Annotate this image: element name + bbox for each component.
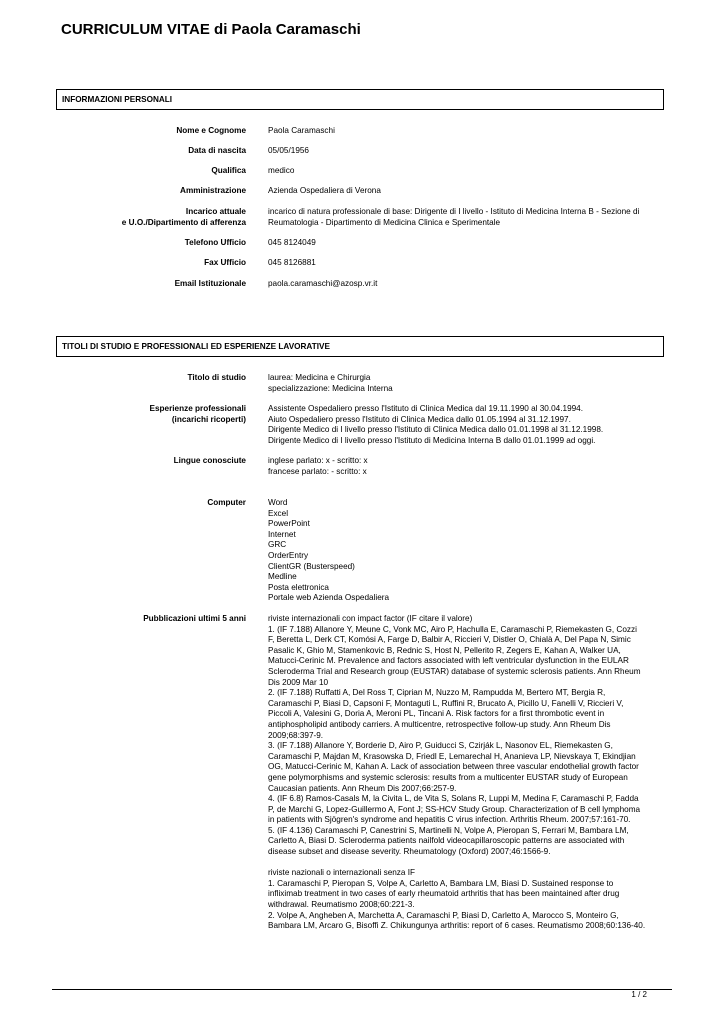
personal-label — [180, 186, 246, 197]
page-number: 1 / 2 — [631, 990, 647, 999]
titoli-value-line: 2009;68:397-9. — [268, 730, 324, 740]
titoli-value-line: 2. Volpe A, Angheben A, Marchetta A, Caramaschi P, Biasi D, Carletto A, Marocco S, Monteiro G, — [268, 910, 619, 920]
titoli-label-line: Computer — [207, 498, 246, 507]
titoli-label-line: (incarichi ricoperti) — [171, 414, 246, 424]
titoli-value-line — [268, 858, 660, 869]
personal-label-line: Data di nascita — [188, 146, 246, 155]
personal-label — [176, 126, 246, 137]
titoli-value-line: disease subset and disease severity. Rheumatology (Oxford) 2007;46:1566-9. — [268, 847, 551, 857]
personal-value — [268, 126, 660, 137]
titoli-value-line: Excel — [268, 508, 289, 518]
titoli-value — [268, 404, 660, 446]
personal-value-line: incarico di natura professionale di base: Dirigente di I livello - Istituto di Medicina Interna B - Sezione di — [268, 207, 640, 216]
titoli-value-line: Word — [268, 498, 288, 507]
titoli-label-line: Esperienze professionali — [149, 404, 246, 413]
titoli-value-line: P, de Marchi G, Lopez-Guillermo A, Font J; SS-HCV Study Group. Characterization of B cell lymphoma — [268, 804, 641, 814]
titoli-value-line: Matucci-Cerinic M. Prevalence and factors associated with left ventricular dysfunction in the EULAR — [268, 656, 629, 666]
titoli-value-line: Piccoli A, Valesini G, Doria A, Meroni PL, Tincani A. Risk factors for a first thrombotic event in — [268, 709, 605, 719]
section-titles-header — [56, 336, 664, 357]
titoli-value-line: PowerPoint — [268, 519, 310, 529]
titoli-value-line: Scleroderma Trial and Research group (EUSTAR) database of systemic sclerosis patients. Ann Rheum — [268, 666, 641, 676]
personal-label-line: Telefono Ufficio — [184, 238, 246, 247]
titoli-value-line: Caramaschi P, Majdan M, Krasowska D, Friedl E, Lemarechal H, Ananieva LP, Nievskaya T, Ekindjian — [268, 751, 636, 761]
titoli-value-line: Aiuto Ospedaliero presso l'Istituto di Clinica Medica dallo 01.05.1994 al 31.12.1997. — [268, 414, 571, 424]
titoli-value-line: OrderEntry — [268, 550, 309, 560]
personal-value — [268, 207, 660, 228]
titoli-value-line: Carletto A, Biasi D. Scleroderma patients nailfold videocapillaroscopic patterns are associated with — [268, 836, 625, 846]
titoli-value-line: inglese parlato: x - scritto: x — [268, 456, 368, 465]
titoli-value-line: riviste internazionali con impact factor (IF citare il valore) — [268, 614, 473, 623]
titoli-value-line: Internet — [268, 529, 296, 539]
titoli-value-line: specializzazione: Medicina Interna — [268, 383, 393, 393]
personal-label — [185, 238, 246, 249]
personal-value-line: paola.caramaschi@azosp.vr.it — [268, 279, 378, 288]
personal-label-line: Incarico attuale — [185, 207, 246, 216]
titoli-value-line: Portale web Azienda Ospedaliera — [268, 593, 390, 603]
titoli-label — [150, 404, 246, 425]
titoli-label — [143, 614, 246, 625]
titoli-value-line: gene polymorphisms and systemic sclerosis: results from a multicenter EUSTAR study of European — [268, 772, 628, 782]
personal-value-line: 05/05/1956 — [268, 146, 309, 155]
titoli-value-line: 1. Caramaschi P, Pieropan S, Volpe A, Carletto A, Bambara LM, Biasi D. Sustained response to — [268, 878, 614, 888]
document-title: CURRICULUM VITAE di Paola Caramaschi — [61, 21, 361, 38]
personal-value[interactable] — [268, 279, 660, 290]
personal-value — [268, 166, 660, 177]
personal-label-line: Qualifica — [211, 166, 246, 175]
titoli-value-line: Medline — [268, 572, 297, 582]
titoli-value — [268, 498, 660, 604]
personal-value-line: 045 8126881 — [268, 258, 316, 267]
titoli-value-line: riviste nazionali o internazionali senza IF — [268, 868, 415, 878]
titoli-value-line: Caucasian patients. Ann Rheum Dis 2007;66:257-9. — [268, 783, 457, 793]
personal-value — [268, 186, 660, 197]
personal-value-line: 045 8124049 — [268, 238, 316, 247]
titoli-label — [187, 373, 246, 384]
personal-value — [268, 146, 660, 157]
titoli-value-line: infliximab treatment in two cases of early rheumatoid arthritis that has been maintained after drug — [268, 889, 620, 899]
titoli-label-line: Pubblicazioni ultimi 5 anni — [143, 614, 246, 623]
personal-value — [268, 258, 660, 269]
personal-label-line: Fax Ufficio — [204, 258, 246, 267]
personal-label-line: Email Istituzionale — [174, 279, 246, 288]
titoli-value-line: OG, Matucci-Cerinic M, Kahan A. Lack of association between three vascular endothelial growth factor — [268, 762, 639, 772]
titoli-value-line: 3. (IF 7.188) Allanore Y, Borderie D, Airo P, Guiducci S, Czirják L, Nasonov EL, Riemekasten G, — [268, 741, 613, 751]
titoli-value-line: F, Beretta L, Derk CT, Komósi A, Farge D, Balbir A, Riccieri V, Distler O, Chialà A, Del Papa N, Simic — [268, 635, 631, 645]
titoli-label-line: Titolo di studio — [187, 373, 246, 382]
titoli-label — [174, 456, 246, 467]
titoli-value-line: francese parlato: - scritto: x — [268, 466, 367, 476]
personal-value-line: Paola Caramaschi — [268, 126, 335, 135]
personal-label — [175, 279, 246, 290]
titoli-value-line: Dirigente Medico di I livello presso l'Istituto di Medicina Interna B dallo 01.01.1999 ad oggi. — [268, 435, 596, 445]
personal-value-line: Azienda Ospedaliera di Verona — [268, 186, 381, 195]
titoli-value-line: in patients with Sjögren's syndrome and hepatitis C virus infection. Arthritis Rheum. 2007;57:161-70. — [268, 815, 631, 825]
personal-label — [188, 146, 246, 157]
personal-label-line: Nome e Cognome — [176, 126, 246, 135]
titoli-value-line: 1. (IF 7.188) Allanore Y, Meune C, Vonk MC, Airo P, Hachulla E, Caramaschi P, Riemekasten G, Cozzi — [268, 624, 637, 634]
titoli-value-line: withdrawal. Reumatismo 2008;60:221-3. — [268, 900, 415, 910]
personal-value — [268, 238, 660, 249]
personal-label — [204, 258, 246, 269]
titoli-value-line: 2. (IF 7.188) Ruffatti A, Del Ross T, Ciprian M, Nuzzo M, Rampudda M, Bertero MT, Bergia R, — [268, 688, 606, 698]
titoli-value-line: Pasalic K, Ghio M, Stamenkovic B, Rednic S, Host N, Pellerito R, Zegers E, Kahan A, Walker UA, — [268, 645, 621, 655]
titoli-value — [268, 456, 660, 477]
section-personal-header — [56, 89, 664, 110]
titoli-value-line: GRC — [268, 540, 287, 550]
titoli-value-line: Bambara LM, Arcaro G, Bisoffi Z. Chikungunya arthritis: report of 6 cases. Reumatismo 2008;60:136-40. — [268, 921, 646, 931]
titoli-label — [207, 498, 246, 509]
titoli-label-line: Lingue conosciute — [173, 456, 246, 465]
titoli-value — [268, 373, 660, 394]
titoli-value-line: antiphospholipid antibody carriers. A multicentre, retrospective follow-up study. Ann Rheum Dis — [268, 719, 611, 729]
personal-value-line: Reumatologia - Dipartimento di Medicina Clinica e Sperimentale — [268, 217, 501, 227]
footer-divider — [52, 989, 672, 990]
titoli-value-line: Dirigente Medico di I livello presso l'Istituto di Clinica Medica dallo 01.01.1998 al 31.12.1998. — [268, 425, 604, 435]
titoli-value-line: laurea: Medicina e Chirurgia — [268, 373, 371, 382]
titoli-value-line: Posta elettronica — [268, 582, 329, 592]
personal-label-line: Amministrazione — [180, 186, 246, 195]
titoli-value-line: Dis 2009 Mar 10 — [268, 677, 329, 687]
personal-value-line: medico — [268, 166, 295, 175]
section-titles-title: TITOLI DI STUDIO E PROFESSIONALI ED ESPERIENZE LAVORATIVE — [62, 342, 330, 351]
titoli-value-line: Caramaschi P, Biasi D, Capsoni F, Montaguti L, Ruffini R, Brucato A, Picillo U, Fanelli V, Riccieri V, — [268, 698, 624, 708]
titoli-value-line: 4. (IF 6.8) Ramos-Casals M, la Civita L, de Vita S, Solans R, Luppi M, Medina F, Caramaschi P, Fadda — [268, 794, 639, 804]
personal-label — [211, 166, 246, 177]
section-personal-title: INFORMAZIONI PERSONALI — [62, 95, 173, 104]
personal-label — [122, 207, 246, 228]
titoli-value-line: ClientGR (Busterspeed) — [268, 561, 355, 571]
personal-label-line: e U.O./Dipartimento di afferenza — [121, 217, 246, 227]
titoli-value-line: Assistente Ospedaliero presso l'Istituto di Clinica Medica dal 19.11.1990 al 30.04.1994. — [268, 404, 583, 413]
titoli-value-line: 5. (IF 4.136) Caramaschi P, Canestrini S, Martinelli N, Volpe A, Pieropan S, Ferrari M, Bambara LM, — [268, 825, 629, 835]
titoli-value — [268, 614, 660, 932]
